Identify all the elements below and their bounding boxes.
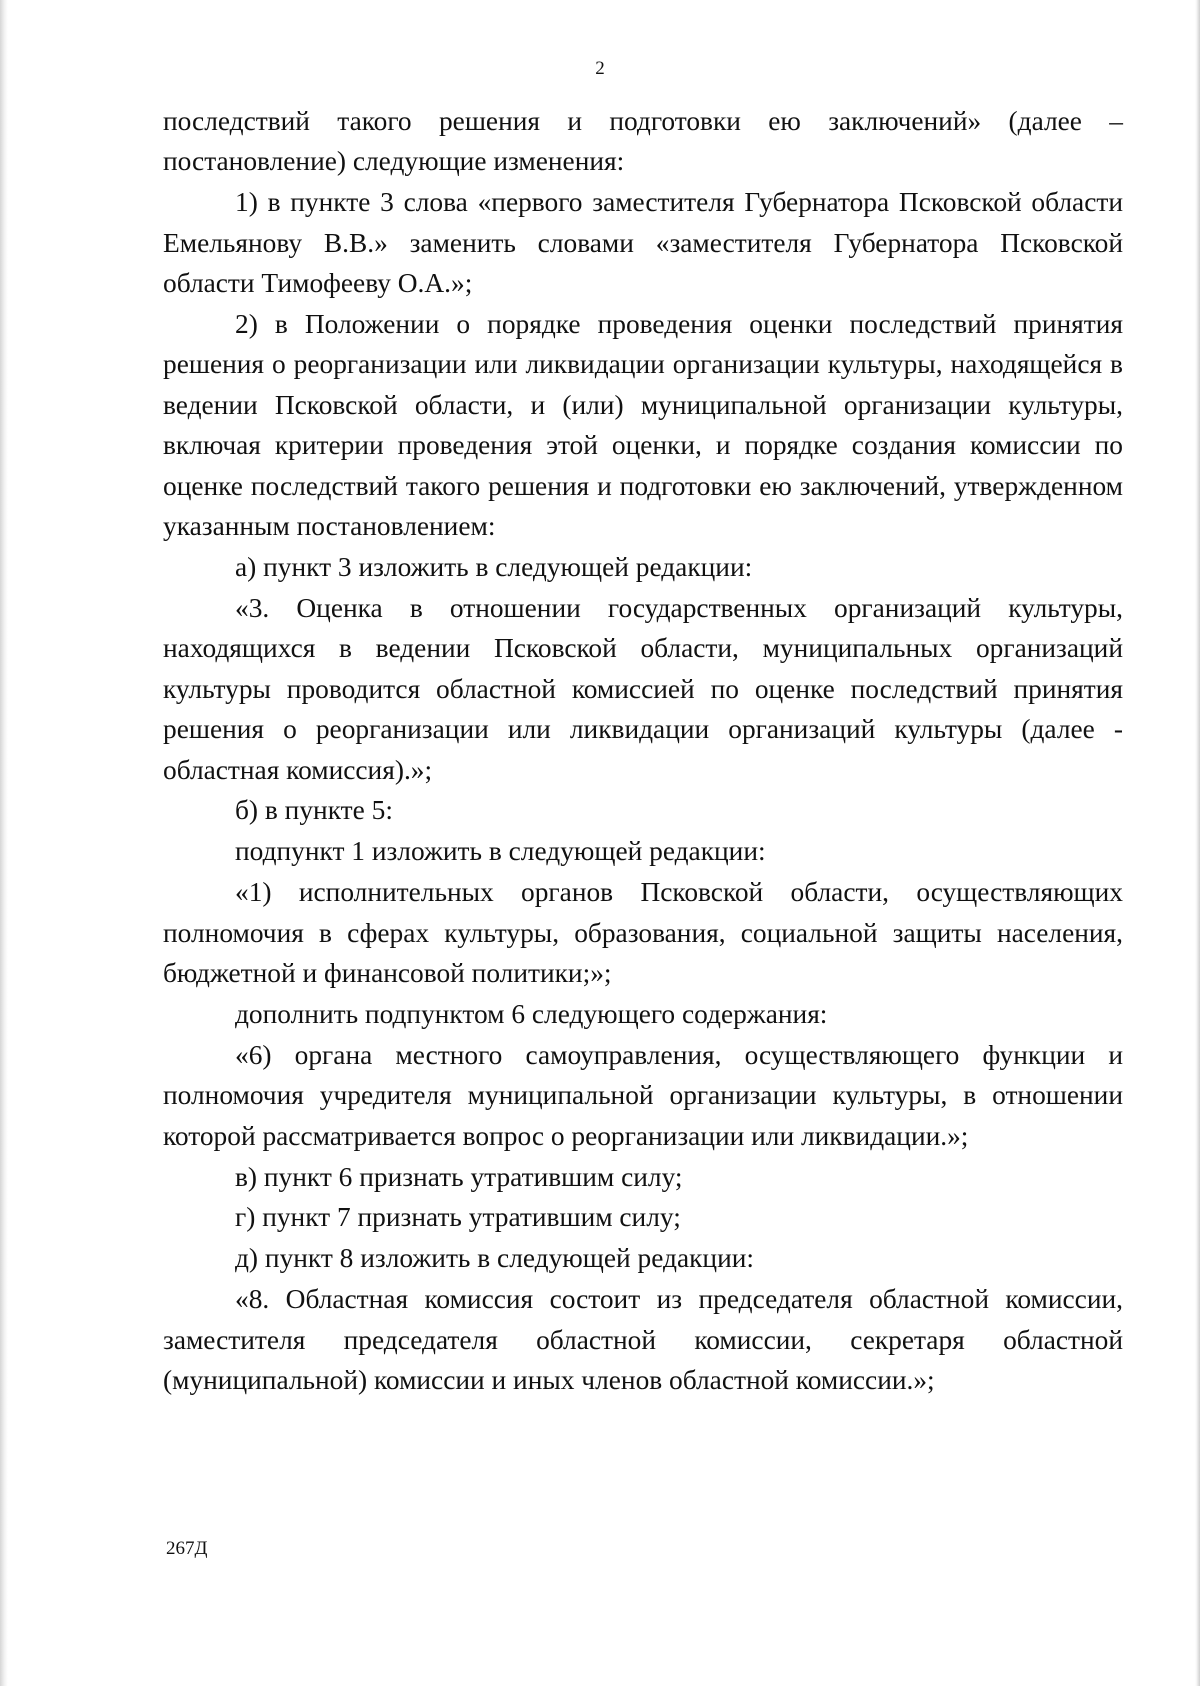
document-body: [163, 101, 1123, 1401]
paragraph-item-1: 1) в пункте 3 слова «первого заместителя Губернатора Псковской области Емельянову В.В.» заменить словами «заместителя Губернатора Псковской области Тимофееву О.А.»;: [163, 187, 1123, 299]
paragraph-point-8-text: «8. Областная комиссия состоит из председателя областной комиссии, заместителя председателя областной комиссии, секретаря областной (муниципальной) комиссии и иных членов областной комиссии.»;: [163, 1284, 1123, 1396]
page-number: 2: [595, 58, 605, 79]
paragraph-item-2: 2) в Положении о порядке проведения оценки последствий принятия решения о реорганизации или ликвидации организации культуры, находящейся в ведении Псковской области, и (или) муниципальной организации культуры, включая критерии проведения этой оценки, и порядке создания комиссии по оценке последствий такого решения и подготовки ею заключений, утвержденном указанным постановлением:: [163, 309, 1123, 542]
paragraph-subpoint-6-text: «6) органа местного самоуправления, осуществляющего функции и полномочия учредителя муниципальной организации культуры, в отношении которой рассматривается вопрос о реорганизации или ликвидации.»;: [163, 1039, 1123, 1151]
paragraph-subpoint-6-heading: дополнить подпунктом 6 следующего содержания:: [235, 998, 828, 1029]
paragraph-subpoint-1-text: «1) исполнительных органов Псковской области, осуществляющих полномочия в сферах культуры, образования, социальной защиты населения, бюджетной и финансовой политики;»;: [163, 877, 1123, 989]
paragraph-subitem-v: в) пункт 6 признать утратившим силу;: [235, 1161, 683, 1192]
paragraph-intro-continuation: последствий такого решения и подготовки ею заключений» (далее – постановление) следующие изменения:: [163, 106, 1123, 177]
paragraph-subitem-g: г) пункт 7 признать утратившим силу;: [235, 1202, 681, 1233]
paragraph-subitem-a: а) пункт 3 изложить в следующей редакции:: [235, 551, 753, 582]
paragraph-subitem-d: д) пункт 8 изложить в следующей редакции:: [235, 1243, 755, 1274]
document-code: 267Д: [166, 1538, 208, 1559]
scan-edge-right: [1195, 0, 1200, 1686]
paragraph-subpoint-1-heading: подпункт 1 изложить в следующей редакции:: [235, 836, 766, 867]
paragraph-subitem-b: б) в пункте 5:: [235, 795, 393, 826]
paragraph-point-3-text: «3. Оценка в отношении государственных организаций культуры, находящихся в ведении Псковской области, муниципальных организаций культуры проводится областной комиссией по оценке последствий принятия решения о реорганизации или ликвидации организаций культуры (далее - областная комиссия).»;: [163, 592, 1123, 785]
scan-edge-left: [0, 0, 8, 1686]
